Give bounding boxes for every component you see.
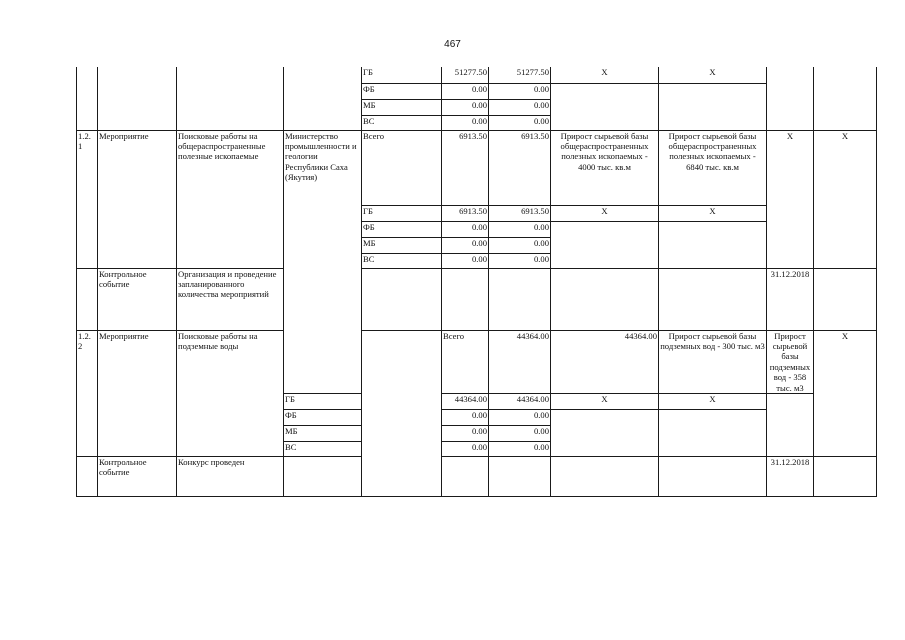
source-cell: ГБ (284, 393, 362, 409)
name-cell: Поисковые работы на общераспространенные полезные ископаемые (177, 130, 284, 268)
result-cell: Х (551, 393, 659, 409)
result-cell: Прирост сырьевой базы общераспространенных полезных ископаемых - 4000 тыс. кв.м (551, 130, 659, 205)
source-cell: ГБ (362, 205, 442, 221)
result-cell (659, 456, 767, 496)
result-cell: Х (551, 67, 659, 83)
name-cell: Организация и проведение запланированного количества мероприятий (177, 268, 284, 330)
table-row (77, 67, 877, 83)
amount-cell: 44364.00 (551, 330, 659, 393)
date-cell: Х (814, 330, 877, 456)
source-cell: МБ (362, 99, 442, 115)
no-cell (77, 268, 98, 330)
date-cell: 31.12.2018 (767, 268, 814, 330)
amount-cell: 44364.00 (489, 330, 551, 393)
source-cell: ФБ (362, 221, 442, 237)
amount-cell (489, 456, 551, 496)
name-cell: Поисковые работы на подземные воды (177, 330, 284, 456)
table-row (77, 330, 877, 393)
result-cell: Прирост сырьевой базы подземных вод - 358 тыс. м3 (767, 330, 814, 393)
amount-cell: 0.00 (489, 425, 551, 441)
amount-cell: 44364.00 (489, 393, 551, 409)
source-cell (362, 268, 442, 330)
amount-cell: 0.00 (489, 253, 551, 268)
no-cell: 1.2. 2 (77, 330, 98, 456)
source-cell: Всего (442, 330, 489, 393)
result-cell: Х (551, 205, 659, 221)
result-cell: Прирост сырьевой базы общераспространенных полезных ископаемых - 6840 тыс. кв.м (659, 130, 767, 205)
amount-cell (442, 456, 489, 496)
page-number: 467 (444, 39, 461, 50)
amount-cell: 0.00 (442, 425, 489, 441)
amount-cell: 6913.50 (442, 130, 489, 205)
table-row (77, 268, 877, 330)
amount-cell: 0.00 (442, 441, 489, 456)
name-cell: Конкурс проведен (177, 456, 284, 496)
amount-cell: 0.00 (442, 409, 489, 425)
type-cell: Мероприятие (98, 330, 177, 456)
executor-cell (362, 330, 442, 496)
result-cell: Х (659, 67, 767, 83)
result-cell (659, 268, 767, 330)
amount-cell: 0.00 (489, 115, 551, 130)
result-cell (551, 456, 659, 496)
name-cell (177, 67, 284, 130)
no-cell (77, 67, 98, 130)
result-cell: Прирост сырьевой базы подземных вод - 300 тыс. м3 (659, 330, 767, 393)
type-cell (98, 67, 177, 130)
date-cell: Х (767, 130, 814, 268)
amount-cell: 51277.50 (442, 67, 489, 83)
source-cell: ВС (284, 441, 362, 456)
result-cell: Х (659, 205, 767, 221)
amount-cell: 0.00 (489, 83, 551, 99)
amount-cell: 0.00 (489, 237, 551, 253)
amount-cell: 0.00 (489, 99, 551, 115)
table-row (77, 130, 877, 205)
result-cell: Х (659, 393, 767, 409)
source-cell: ФБ (362, 83, 442, 99)
date-cell: 31.12.2018 (767, 456, 814, 496)
amount-cell: 6913.50 (442, 205, 489, 221)
result-cell (551, 221, 659, 268)
executor-cell (284, 67, 362, 130)
amount-cell: 0.00 (442, 221, 489, 237)
type-cell: Контрольное событие (98, 268, 177, 330)
mark-cell (814, 456, 877, 496)
date-cell (767, 67, 814, 130)
type-cell: Контрольное событие (98, 456, 177, 496)
amount-cell: 0.00 (489, 221, 551, 237)
result-cell (551, 83, 659, 130)
result-cell (659, 83, 767, 130)
source-cell: МБ (284, 425, 362, 441)
source-cell: ГБ (362, 67, 442, 83)
amount-cell (489, 268, 551, 330)
type-cell: Мероприятие (98, 130, 177, 268)
result-cell (659, 409, 767, 456)
amount-cell: 0.00 (442, 99, 489, 115)
amount-cell: 6913.50 (489, 130, 551, 205)
program-table (76, 67, 877, 497)
amount-cell (442, 268, 489, 330)
executor-cell: Министерство промышленности и геологии Республики Саха (Якутия) (284, 130, 362, 393)
source-cell: Всего (362, 130, 442, 205)
amount-cell: 0.00 (442, 253, 489, 268)
source-cell: ВС (362, 115, 442, 130)
amount-cell: 0.00 (442, 115, 489, 130)
result-cell (659, 221, 767, 268)
mark-cell: Х (814, 130, 877, 268)
amount-cell: 51277.50 (489, 67, 551, 83)
amount-cell: 0.00 (489, 441, 551, 456)
source-cell: ВС (362, 253, 442, 268)
result-cell (551, 268, 659, 330)
no-cell (77, 456, 98, 496)
amount-cell: 0.00 (442, 237, 489, 253)
source-cell (284, 456, 362, 496)
source-cell: МБ (362, 237, 442, 253)
table-row (77, 456, 877, 496)
no-cell: 1.2. 1 (77, 130, 98, 268)
amount-cell: 44364.00 (442, 393, 489, 409)
amount-cell: 6913.50 (489, 205, 551, 221)
mark-cell (814, 67, 877, 130)
mark-cell (814, 268, 877, 330)
source-cell: ФБ (284, 409, 362, 425)
amount-cell: 0.00 (442, 83, 489, 99)
amount-cell: 0.00 (489, 409, 551, 425)
result-cell (551, 409, 659, 456)
